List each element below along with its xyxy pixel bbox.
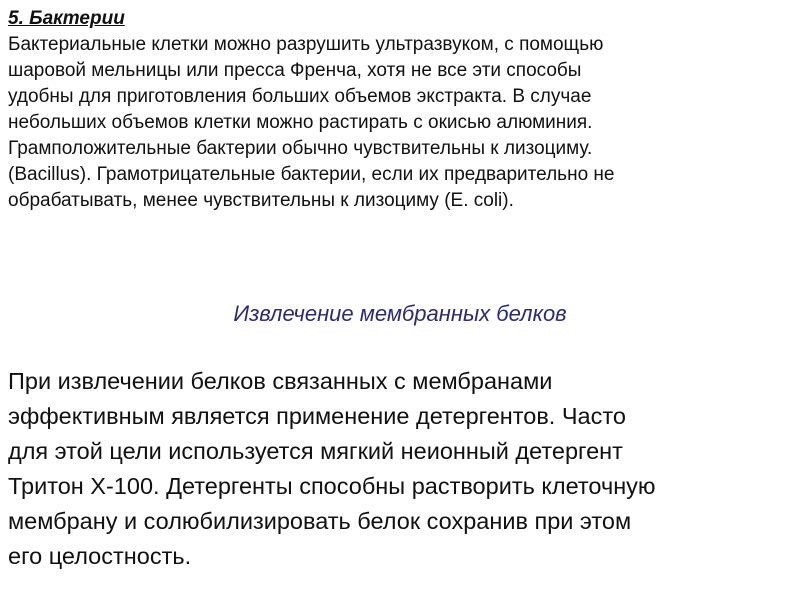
bacteria-section bbox=[8, 6, 788, 214]
paragraph-line: При извлечении белков связанных с мембранами bbox=[8, 368, 553, 394]
membrane-proteins-title: Извлечение мембранных белков bbox=[233, 301, 567, 326]
paragraph-line: Тритон X-100. Детергенты способны растворить клеточную bbox=[8, 473, 656, 499]
membrane-proteins-paragraph bbox=[8, 364, 792, 574]
paragraph-line: эффективным является применение детергентов. Часто bbox=[8, 403, 626, 429]
bacteria-paragraph bbox=[8, 32, 788, 214]
paragraph-line: (Bacillus). Грамотрицательные бактерии, если их предварительно не bbox=[8, 164, 615, 185]
paragraph-line: удобны для приготовления больших объемов экстракта. В случае bbox=[8, 86, 592, 107]
paragraph-line: для этой цели используется мягкий неионный детергент bbox=[8, 438, 623, 464]
paragraph-line: небольших объемов клетки можно растирать с окисью алюминия. bbox=[8, 112, 593, 133]
paragraph-line: Бактериальные клетки можно разрушить ультразвуком, с помощью bbox=[8, 34, 604, 55]
paragraph-line: шаровой мельницы или пресса Френча, хотя не все эти способы bbox=[8, 60, 582, 81]
bacteria-heading: 5. Бактерии bbox=[8, 8, 125, 29]
paragraph-line: обрабатывать, менее чувствительны к лизоциму (E. coli). bbox=[8, 190, 514, 211]
paragraph-line: мембрану и солюбилизировать белок сохранив при этом bbox=[8, 508, 632, 534]
paragraph-line: его целостность. bbox=[8, 543, 192, 569]
paragraph-line: Грамположительные бактерии обычно чувствительны к лизоциму. bbox=[8, 138, 593, 159]
